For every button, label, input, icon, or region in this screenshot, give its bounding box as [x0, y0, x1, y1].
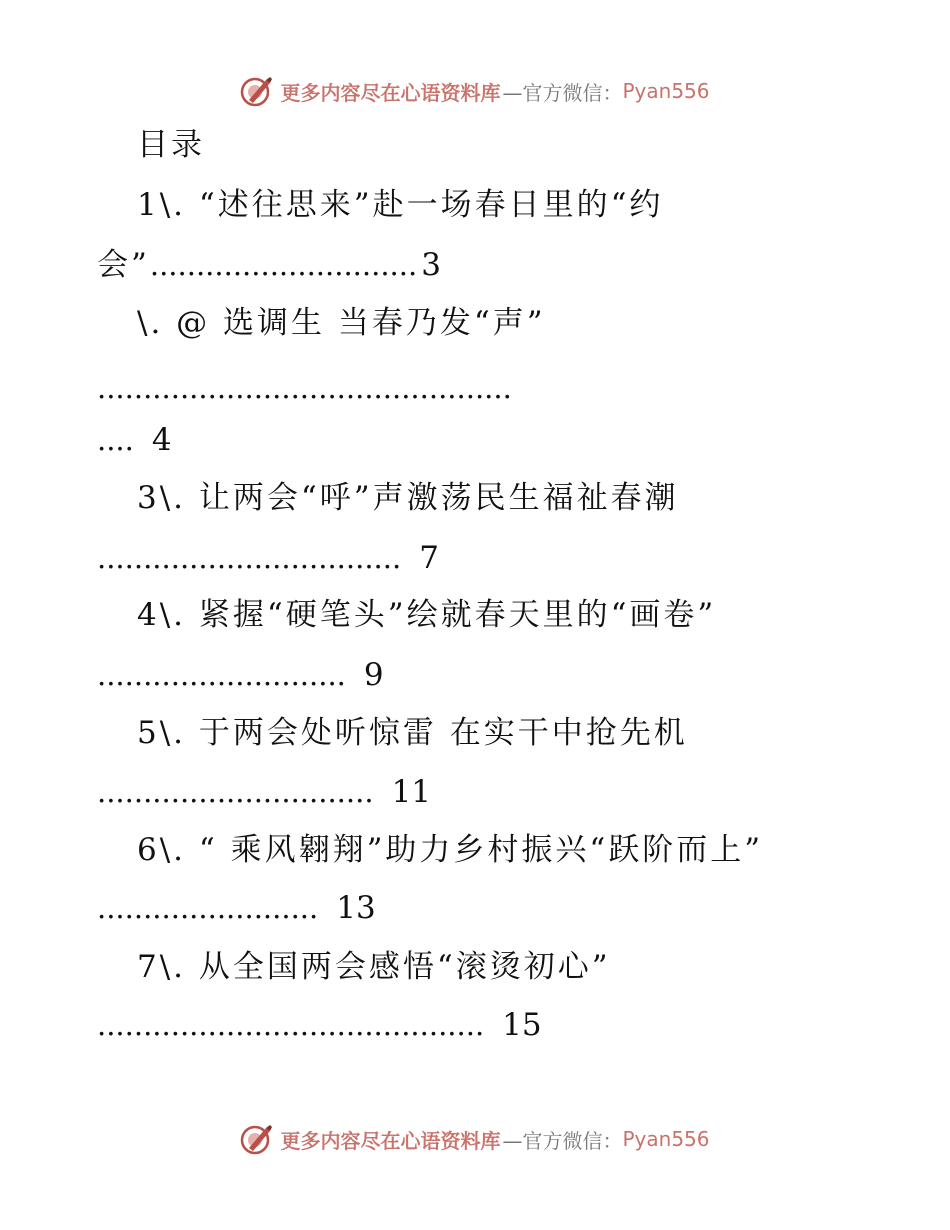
toc-entry-1-cont[interactable] — [97, 245, 441, 285]
toc-entry-6-page: 13 — [336, 890, 376, 926]
toc-entry-6-title[interactable]: 6\. “ 乘风翱翔”助力乡村振兴“跃阶而上” — [137, 832, 764, 868]
toc-entry-1-page: 3 — [421, 247, 441, 283]
pen-logo-icon — [240, 1122, 274, 1156]
toc-entry-2-title[interactable]: \. @ 选调生 当春乃发“声” — [137, 305, 546, 341]
toc-entry-4-title[interactable]: 4\. 紧握“硬笔头”绘就春天里的“画卷” — [137, 597, 717, 633]
toc-entry-4-page: 9 — [363, 657, 384, 693]
header-handle: Pyan556 — [622, 79, 710, 103]
toc-entry-7-title[interactable]: 7\. 从全国两会感悟“滚烫初心” — [137, 949, 611, 985]
header-watermark — [0, 71, 950, 111]
toc-entry-2-cont[interactable] — [97, 420, 172, 460]
toc-entry-7-leader-row[interactable] — [97, 1005, 542, 1045]
toc-entry-4-leader: ........................... — [97, 658, 346, 692]
footer-watermark — [0, 1119, 950, 1159]
footer-separator: —官方微信： — [502, 1128, 623, 1153]
header-separator: —官方微信： — [502, 80, 623, 105]
footer-brand: 更多内容尽在心语资料库 — [280, 1128, 501, 1153]
toc-entry-5-title[interactable]: 5\. 于两会处听惊雷 在实干中抢先机 — [137, 715, 688, 751]
toc-heading: 目录 — [137, 127, 205, 163]
toc-entry-1-leader: ............................. — [149, 248, 418, 282]
footer-handle: Pyan556 — [622, 1127, 710, 1151]
toc-entry-5-leader-row[interactable] — [97, 772, 431, 812]
toc-entry-2-page: 4 — [151, 422, 172, 458]
toc-entry-5-leader: .............................. — [97, 775, 374, 809]
toc-entry-3-title[interactable]: 3\. 让两会“呼”声激荡民生福祉春潮 — [137, 480, 679, 516]
header-brand: 更多内容尽在心语资料库 — [280, 80, 501, 105]
toc-entry-6-leader: ........................ — [97, 891, 319, 925]
toc-entry-7-page: 15 — [502, 1007, 542, 1043]
toc-entry-2-leader-cont: .... — [97, 423, 134, 457]
toc-entry-1-title[interactable]: 1\. “述往思来”赴一场春日里的“约 — [137, 187, 664, 223]
toc-entry-5-page: 11 — [391, 774, 432, 810]
toc-entry-3-leader-row[interactable] — [97, 538, 439, 578]
toc-entry-1-title-cont: 会” — [97, 247, 150, 283]
toc-entry-4-leader-row[interactable] — [97, 655, 384, 695]
toc-entry-6-leader-row[interactable] — [97, 888, 376, 928]
pen-logo-icon — [240, 74, 274, 108]
toc-entry-2-leader: ............................................. — [97, 371, 512, 405]
toc-entry-3-page: 7 — [419, 540, 439, 576]
toc-entry-3-leader: ................................. — [97, 541, 402, 575]
toc-entry-7-leader: .......................................... — [97, 1008, 485, 1042]
